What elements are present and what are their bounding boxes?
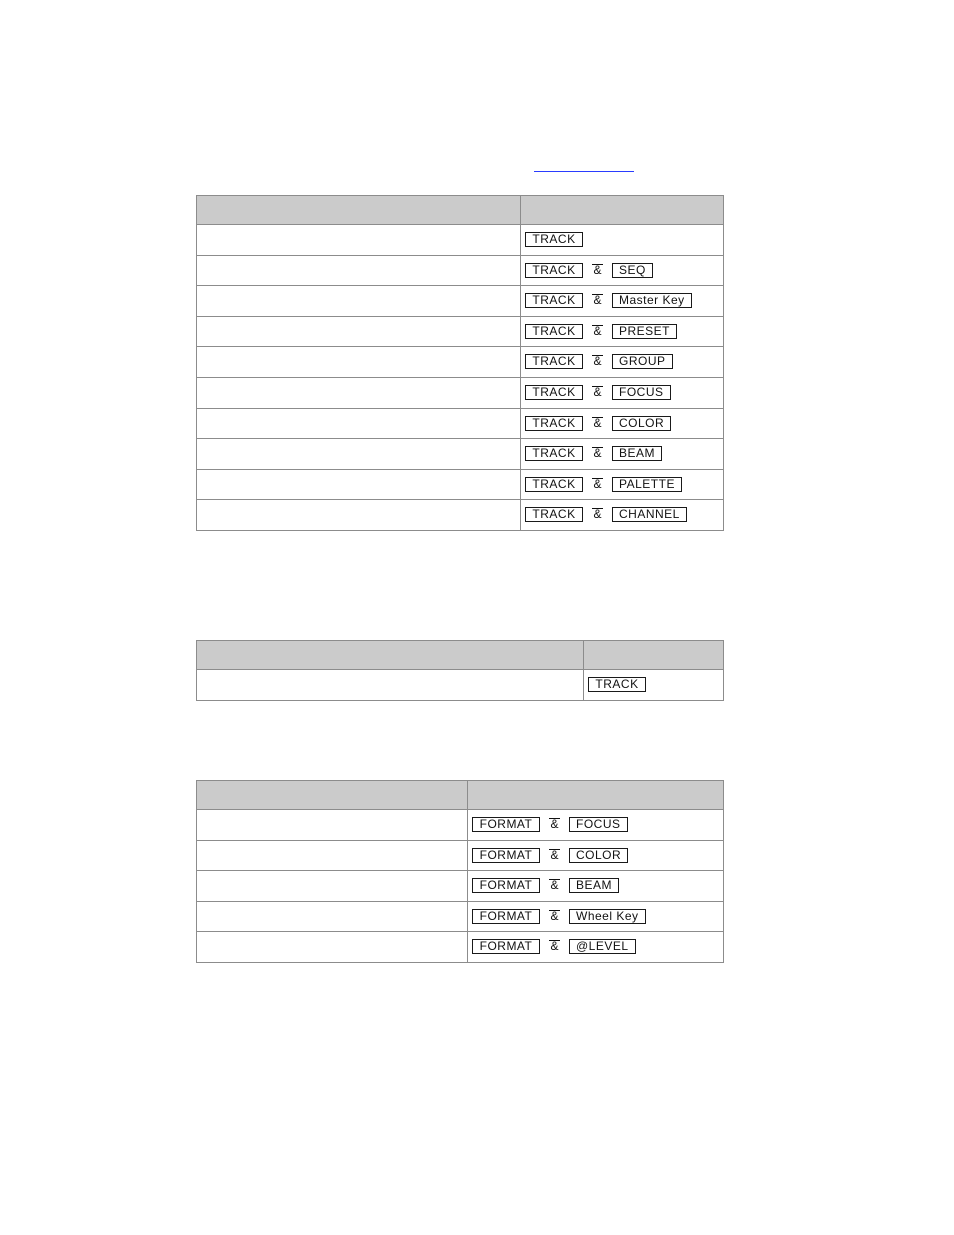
- master-key-key: Master Key: [612, 293, 692, 308]
- row-label: [197, 901, 468, 932]
- key-cell: [468, 871, 724, 902]
- ampersand-separator: &: [550, 817, 559, 832]
- row-label: [197, 408, 521, 439]
- key-cell: [468, 810, 724, 841]
- column-header-function: [197, 641, 584, 670]
- key-cell: [521, 225, 724, 256]
- beam-key: BEAM: [569, 878, 619, 893]
- key-cell: [521, 500, 724, 531]
- group-key: GROUP: [612, 354, 673, 369]
- key-cell: [521, 286, 724, 317]
- row-label: [197, 316, 521, 347]
- row-label: [197, 810, 468, 841]
- palette-key: PALETTE: [612, 477, 682, 492]
- format-key: FORMAT: [472, 848, 540, 863]
- track-key: TRACK: [525, 416, 583, 431]
- key-cell: [521, 316, 724, 347]
- table-row: [197, 377, 724, 408]
- format-key: FORMAT: [472, 878, 540, 893]
- key-cell: [584, 670, 724, 701]
- track-key: TRACK: [588, 677, 646, 692]
- ampersand-separator: &: [550, 878, 559, 893]
- key-cell: [521, 469, 724, 500]
- track-key: TRACK: [525, 324, 583, 339]
- row-label: [197, 286, 521, 317]
- track-key: TRACK: [525, 232, 583, 247]
- key-cell: [468, 901, 724, 932]
- focus-key: FOCUS: [612, 385, 671, 400]
- track-key: TRACK: [525, 263, 583, 278]
- column-header-function: [197, 781, 468, 810]
- table-row: [197, 469, 724, 500]
- table-row: [197, 225, 724, 256]
- track-key: TRACK: [525, 293, 583, 308]
- track-key: TRACK: [525, 354, 583, 369]
- column-header-keys: [521, 196, 724, 225]
- key-cell: [521, 377, 724, 408]
- format-key: FORMAT: [472, 939, 540, 954]
- ampersand-separator: &: [593, 446, 602, 461]
- color-key: COLOR: [569, 848, 628, 863]
- table-row: [197, 316, 724, 347]
- row-label: [197, 500, 521, 531]
- hyperlink-underline[interactable]: [534, 171, 634, 172]
- row-label: [197, 670, 584, 701]
- row-label: [197, 377, 521, 408]
- table-row: [197, 810, 724, 841]
- track-key: TRACK: [525, 507, 583, 522]
- table-header-row: [197, 781, 724, 810]
- ampersand-separator: &: [593, 476, 602, 491]
- channel-key: CHANNEL: [612, 507, 687, 522]
- table-row: [197, 840, 724, 871]
- ampersand-separator: &: [593, 415, 602, 430]
- at-level-key: @LEVEL: [569, 939, 636, 954]
- column-header-function: [197, 196, 521, 225]
- key-cell: [521, 439, 724, 470]
- ampersand-separator: &: [593, 354, 602, 369]
- table-row: [197, 871, 724, 902]
- preset-key: PRESET: [612, 324, 677, 339]
- ampersand-separator: &: [593, 385, 602, 400]
- row-label: [197, 347, 521, 378]
- beam-key: BEAM: [612, 446, 662, 461]
- table-row: [197, 439, 724, 470]
- track-key: TRACK: [525, 385, 583, 400]
- wheel-key-key: Wheel Key: [569, 909, 646, 924]
- table-row: [197, 347, 724, 378]
- ampersand-separator: &: [550, 847, 559, 862]
- color-key: COLOR: [612, 416, 671, 431]
- format-keys-table: [196, 780, 724, 963]
- table-header-row: [197, 641, 724, 670]
- ampersand-separator: &: [550, 939, 559, 954]
- table-row: [197, 901, 724, 932]
- key-cell: [521, 408, 724, 439]
- track-single-table: [196, 640, 724, 701]
- row-label: [197, 255, 521, 286]
- key-cell: [521, 255, 724, 286]
- table-row: [197, 932, 724, 963]
- row-label: [197, 932, 468, 963]
- ampersand-separator: &: [593, 293, 602, 308]
- row-label: [197, 225, 521, 256]
- table-header-row: [197, 196, 724, 225]
- row-label: [197, 871, 468, 902]
- track-key: TRACK: [525, 477, 583, 492]
- ampersand-separator: &: [593, 507, 602, 522]
- key-cell: [521, 347, 724, 378]
- ampersand-separator: &: [593, 262, 602, 277]
- table-row: [197, 286, 724, 317]
- track-keys-table: [196, 195, 724, 531]
- table-row: [197, 408, 724, 439]
- table-row: [197, 500, 724, 531]
- row-label: [197, 469, 521, 500]
- format-key: FORMAT: [472, 909, 540, 924]
- ampersand-separator: &: [593, 323, 602, 338]
- row-label: [197, 840, 468, 871]
- ampersand-separator: &: [550, 908, 559, 923]
- track-key: TRACK: [525, 446, 583, 461]
- key-cell: [468, 840, 724, 871]
- key-cell: [468, 932, 724, 963]
- table-row: [197, 255, 724, 286]
- seq-key: SEQ: [612, 263, 653, 278]
- table-row: [197, 670, 724, 701]
- focus-key: FOCUS: [569, 817, 628, 832]
- format-key: FORMAT: [472, 817, 540, 832]
- column-header-keys: [468, 781, 724, 810]
- row-label: [197, 439, 521, 470]
- column-header-keys: [584, 641, 724, 670]
